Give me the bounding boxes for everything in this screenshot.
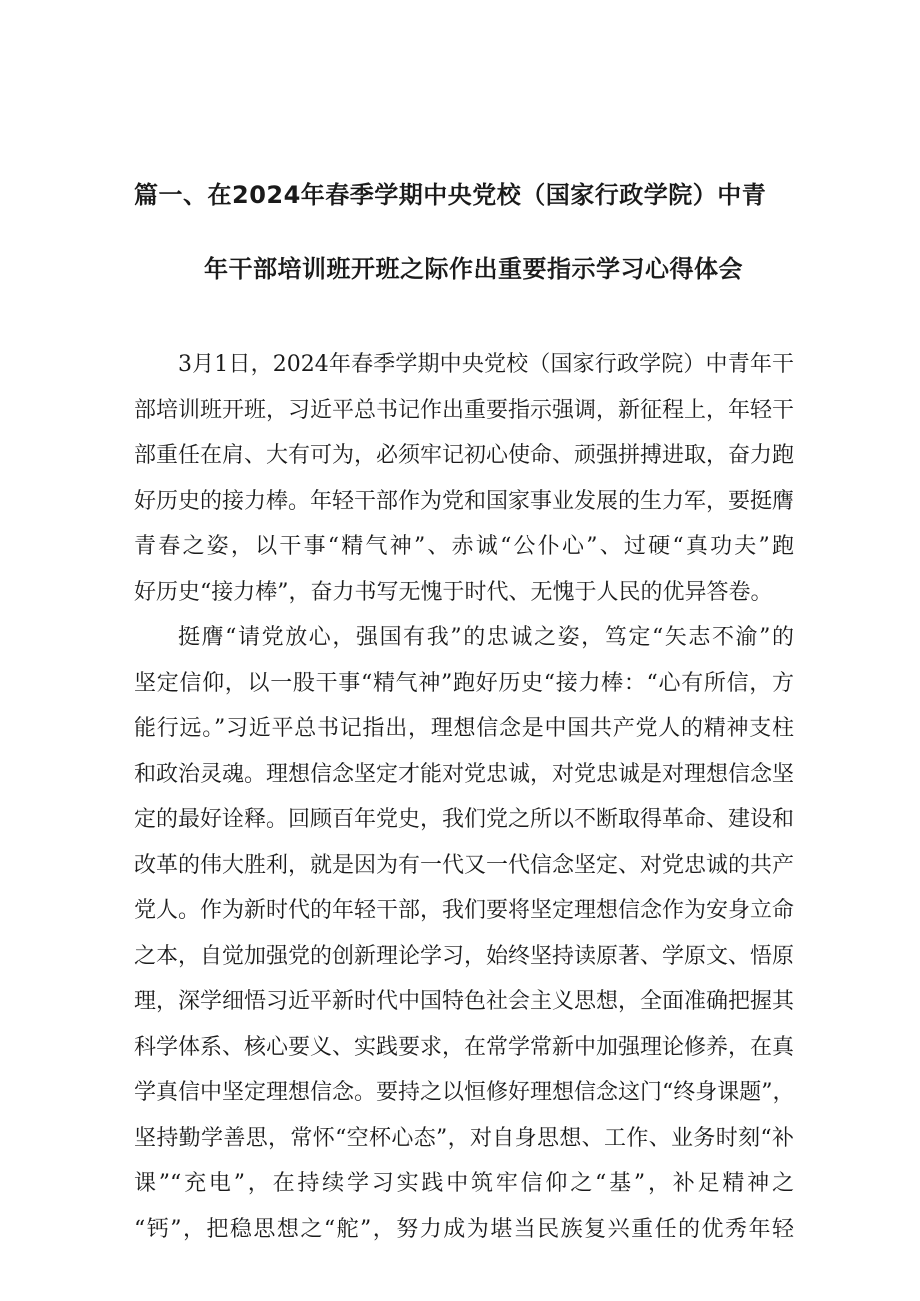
body-line: 改革的伟大胜利，就是因为有一代又一代信念坚定、对党忠诚的共产 [134,852,795,878]
body-line: 之本，自觉加强党的创新理论学习，始终坚持读原著、学原文、悟原 [134,943,795,969]
body-line: 理，深学细悟习近平新时代中国特色社会主义思想，全面准确把握其 [134,989,795,1014]
body-line: 挺膺“请党放心，强国有我”的忠诚之姿，笃定“矢志不渝”的 [178,625,794,650]
body-line: 党人。作为新时代的年轻干部，我们要将坚定理想信念作为安身立命 [134,898,795,923]
document-title-line-1: 篇一、在2024年春季学期中央党校（国家行政学院）中青 [134,181,767,209]
body-line: 能行远。”习近平总书记指出，理想信念是中国共产党人的精神支柱 [134,716,794,741]
body-line: 3月1日，2024年春季学期中央党校（国家行政学院）中青年干 [178,352,794,377]
body-line: 部重任在肩、大有可为，必须牢记初心使命、顽强拼搏进取，奋力跑 [134,443,795,468]
body-line: 和政治灵魂。理想信念坚定才能对党忠诚，对党忠诚是对理想信念坚 [134,761,795,787]
body-line: 学真信中坚定理想信念。要持之以恒修好理想信念这门“终身课题”， [134,1080,795,1105]
body-line: 青春之姿，以干事“精气神”、赤诚“公仆心”、过硬“真功夫”跑 [134,534,794,559]
body-line: 部培训班开班，习近平总书记作出重要指示强调，新征程上，年轻干 [134,397,795,423]
document-body [134,342,794,1252]
body-line: 科学体系、核心要义、实践要求，在常学常新中加强理论修养，在真 [134,1034,795,1060]
body-line: 定的最好诠释。回顾百年党史，我们党之所以不断取得革命、建设和 [134,807,795,832]
body-line: “钙”，把稳思想之“舵”，努力成为堪当民族复兴重任的优秀年轻 [134,1216,794,1242]
document-title-line-2: 年干部培训班开班之际作出重要指示学习心得体会 [204,255,743,283]
body-line: 好历史“接力棒”，奋力书写无愧于时代、无愧于人民的优异答卷。 [134,579,773,605]
body-line: 坚定信仰，以一股干事“精气神”跑好历史“接力棒：“心有所信，方 [134,670,794,696]
body-line: 坚持勤学善思，常怀“空杯心态”，对自身思想、工作、业务时刻“补 [134,1125,794,1151]
body-line: 好历史的接力棒。年轻干部作为党和国家事业发展的生力军，要挺膺 [134,488,795,514]
body-line: 课”“充电”，在持续学习实践中筑牢信仰之“基”，补足精神之 [134,1171,794,1196]
